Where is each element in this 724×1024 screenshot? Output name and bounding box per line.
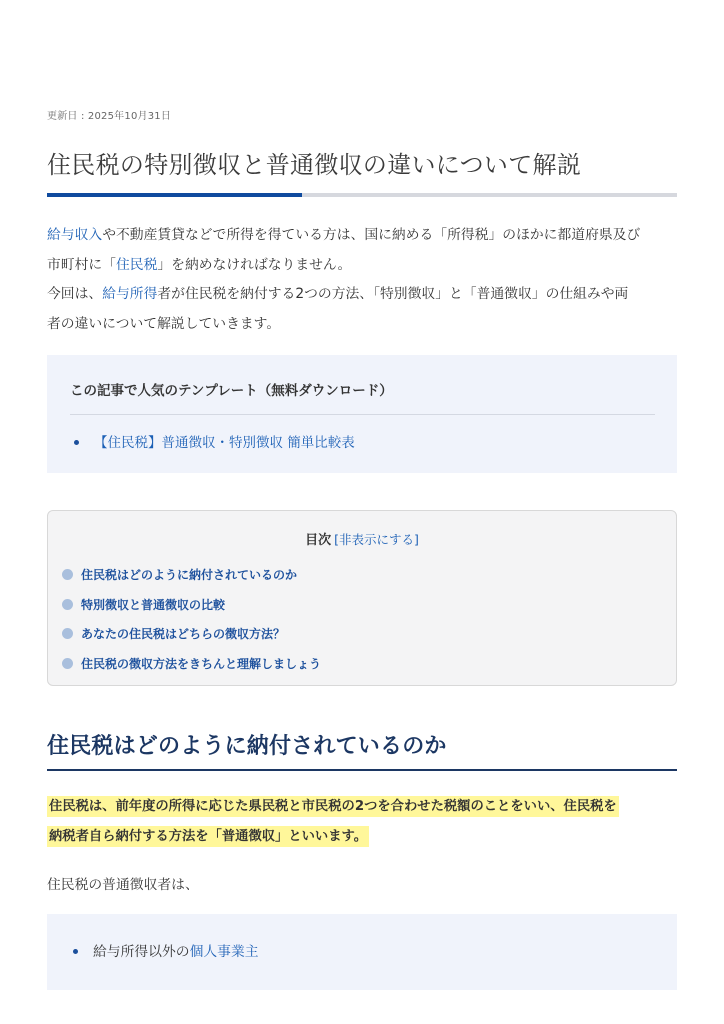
- toc-bullet-icon: [62, 599, 73, 610]
- toc-item[interactable]: [62, 566, 321, 596]
- toc-list: [62, 566, 321, 685]
- link-salary-income[interactable]: 給与収入: [47, 227, 103, 243]
- highlight-marker: 納税者自ら納付する方法を「普通徴収」といいます。: [47, 826, 369, 847]
- bullet-icon: [73, 949, 78, 954]
- popular-template-item: [74, 431, 355, 451]
- link-sole-proprietor[interactable]: 個人事業主: [189, 944, 259, 960]
- toc-toggle-link[interactable]: [非表示にする]: [334, 532, 419, 547]
- list-item: [73, 940, 259, 960]
- toc-item[interactable]: [62, 596, 321, 626]
- section-heading: 住民税はどのように納付されているのか: [47, 734, 447, 759]
- link-salary-income-2[interactable]: 給与所得: [102, 286, 158, 302]
- toc-bullet-icon: [62, 658, 73, 669]
- toc-item[interactable]: [62, 655, 321, 685]
- toc-item-label: 特別徴収と普通徴収の比較: [81, 597, 226, 612]
- toc-bullet-icon: [62, 569, 73, 580]
- intro-line-3-text-b: 者が住民税を納付する2つの方法、「特別徴収」と「普通徴収」の仕組みや両: [157, 286, 629, 302]
- toc-header: [48, 529, 676, 548]
- intro-line-1-text: や不動産賃貸などで所得を得ている方は、国に納める「所得税」のほかに都道府県及び: [102, 227, 641, 243]
- highlight-marker: 住民税は、前年度の所得に応じた県民税と市民税の2つを合わせた税額のことをいい、住民税を: [47, 796, 619, 817]
- intro-text: [47, 221, 679, 339]
- intro-line-2-text-b: 」を納めなければなりません。: [157, 256, 352, 273]
- popular-templates-heading: この記事で人気のテンプレート（無料ダウンロード）: [70, 383, 393, 399]
- title-underline-accent: [47, 193, 302, 197]
- toc-item-label: 住民税はどのように納付されているのか: [81, 568, 298, 582]
- intro-line-1: [47, 221, 679, 251]
- toc-bullet-icon: [62, 628, 73, 639]
- toc-item[interactable]: [62, 625, 321, 655]
- divider: [70, 414, 655, 415]
- toc-item-label: 住民税の徴収方法をきちんと理解しましょう: [81, 657, 322, 672]
- highlight-line-1: [47, 792, 687, 822]
- toc-item-label: あなたの住民税はどちらの徴収方法？: [81, 627, 286, 642]
- toc-title: 目次: [305, 533, 332, 548]
- section-heading-underline: [47, 769, 677, 771]
- highlighted-paragraph: [47, 792, 687, 852]
- link-resident-tax[interactable]: 住民税: [115, 256, 158, 273]
- bullet-icon: [74, 440, 79, 445]
- popular-templates-box: [47, 355, 677, 473]
- intro-line-3: [47, 280, 679, 310]
- collector-text: 給与所得以外の: [93, 944, 190, 960]
- intro-line-3-text-a: 今回は、: [47, 286, 103, 302]
- updated-date: 更新日 : 2025年10月31日: [47, 111, 172, 122]
- highlight-line-2: [47, 822, 687, 852]
- intro-line-2-text-a: 市町村に「: [47, 256, 116, 273]
- table-of-contents: [47, 510, 677, 686]
- collectors-box: [47, 914, 677, 990]
- template-download-link[interactable]: 【住民税】普通徴収・特別徴収 簡単比較表: [94, 435, 355, 451]
- collectors-intro: 住民税の普通徴収者は、: [47, 877, 199, 893]
- article-title: 住民税の特別徴収と普通徴収の違いについて解説: [47, 151, 582, 179]
- intro-line-2: [47, 251, 679, 281]
- intro-line-4: 者の違いについて解説していきます。: [47, 315, 281, 332]
- title-underline: [47, 193, 677, 197]
